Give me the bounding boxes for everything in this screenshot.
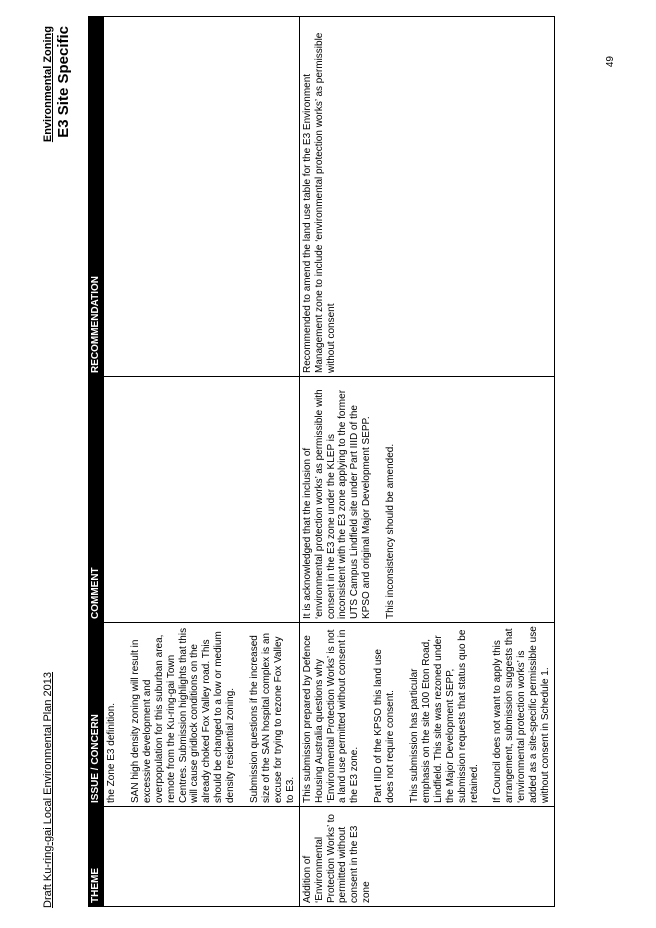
page-number: 49	[605, 56, 616, 68]
column-header-issue: ISSUE / CONCERN	[89, 623, 104, 807]
recommendation-cell	[299, 17, 554, 377]
recommendation-cell	[104, 17, 300, 377]
theme-cell: Addition of ‘Environmental Protection Works’ to permitted without consent in the E3 zone	[299, 807, 554, 907]
column-header-theme: THEME	[89, 807, 104, 907]
table-row	[299, 17, 554, 907]
table-header-row	[89, 17, 104, 907]
issue-cell	[299, 623, 554, 807]
recommendation-paragraph: Recommended to amend the land use table for the E3 Environment Management zone to include ‘environmental protection works’ as permissible without consent	[301, 32, 337, 373]
comment-paragraph: This inconsistency should be amended.	[385, 443, 397, 619]
comment-paragraph: It is acknowledged that the inclusion of ‘environmental protection works’ as permissible with consent in the E3 zone under the KLEP is inconsistent with the E3 zone applying to the former UTS Campus Lindfield site under Part IIID of the KPSO and original Major Development SEPP.	[301, 389, 373, 619]
column-header-comment: COMMENT	[89, 377, 104, 623]
issue-paragraph: SAN high density zoning will result in excessive development and overpopulation for this suburban area, remote from the Ku-ring-gai Town Centres. Submission highlights that this will cause gridlock conditions on the already choked Fox Valley road. This should be changed to a low or medium density residential zoning.	[129, 627, 237, 803]
section-title: E3 Site Specific	[55, 26, 72, 138]
document-title: Draft Ku-ring-gai Local Environmental Plan 2013	[42, 671, 54, 908]
issue-paragraph: This submission has particular emphasis on the site 100 Eton Road, Lindfield. This site was rezoned under the Major Development SEPP, submission requests that status quo be retained.	[409, 629, 480, 803]
section-header	[42, 26, 72, 142]
section-label: Environmental Zoning	[42, 26, 54, 143]
submissions-table	[88, 16, 555, 907]
table-row	[104, 17, 300, 907]
issue-paragraph: This submission prepared by Defence Housing Australia questions why ‘Environmental Protection Works’ is not a land use permitted without consent in the E3 zone.	[301, 629, 361, 803]
issue-paragraph: the Zone E3 definition.	[106, 702, 117, 803]
comment-cell	[104, 377, 300, 623]
issue-paragraph: Submission questions if the increased size of the SAN hospital complex is an excuse for trying to rezone Fox Valley to E3.	[249, 632, 296, 803]
issue-paragraph: If Council does not want to apply this arrangement, submission suggests that ‘environmental protection works’ is added as a site-specific permissible use without consent in Schedule 1.	[492, 626, 552, 803]
column-header-recommendation: RECOMMENDATION	[89, 17, 104, 377]
comment-cell	[299, 377, 554, 623]
issue-cell	[104, 623, 300, 807]
theme-cell	[104, 807, 300, 907]
issue-paragraph: Part IIID of the KPSO this land use does not require consent.	[373, 649, 397, 803]
